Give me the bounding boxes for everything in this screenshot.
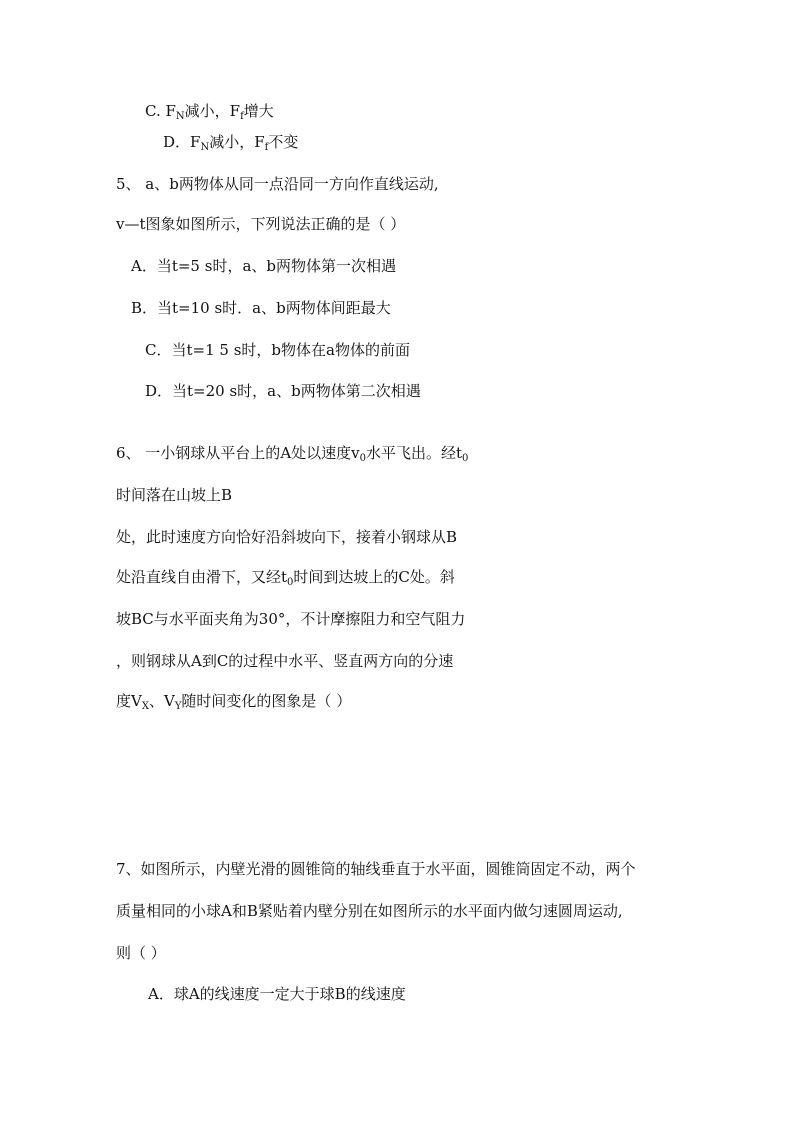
q4-option-d-text: $F_N$减小，$F_f$不变 bbox=[190, 133, 299, 153]
q5-option-c: C．当t=1 5 s时，b物体在a物体的前面 bbox=[145, 341, 410, 359]
q6-line4: 处沿直线自由滑下，又经$t_0$时间到达坡上的C处。斜 bbox=[116, 568, 455, 588]
q7-line2: 质量相同的小球A和B紧贴着内壁分别在如图所示的水平面内做匀速圆周运动, bbox=[116, 902, 623, 920]
q6-line1: 6、 一小钢球从平台上的A处以速度$v_0$水平飞出。经$t_0$ bbox=[116, 444, 469, 464]
q6-line3: 处，此时速度方向恰好沿斜坡向下，接着小钢球从B bbox=[116, 528, 458, 546]
q7-line1: 7、如图所示，内壁光滑的圆锥筒的轴线垂直于水平面，圆锥筒固定不动，两个 bbox=[116, 860, 636, 878]
q5-stem-line1: 5、 a、b两物体从同一点沿同一方向作直线运动, bbox=[116, 175, 439, 193]
q4-option-d-label: D． bbox=[163, 133, 191, 151]
q5-stem-line2: v—t图象如图所示，下列说法正确的是（ ） bbox=[116, 215, 406, 233]
q6-line6: ，则钢球从A到C的过程中水平、竖直两方向的分速 bbox=[116, 652, 454, 670]
q4-option-d bbox=[163, 132, 298, 152]
q6-line5: 坡BC与水平面夹角为30°，不计摩擦阻力和空气阻力 bbox=[116, 610, 466, 628]
q4-option-c-label: C. bbox=[145, 102, 161, 120]
q4-option-c-text: $F_N$减小，$F_f$增大 bbox=[165, 102, 274, 122]
q4-option-c bbox=[145, 101, 274, 121]
q6-line2: 时间落在山坡上B bbox=[116, 486, 233, 504]
q7-option-a: A．球A的线速度一定大于球B的线速度 bbox=[148, 985, 406, 1003]
q5-option-b: B．当t=10 s时．a、b两物体间距最大 bbox=[131, 299, 391, 317]
q7-line3: 则（ ） bbox=[116, 944, 166, 962]
q5-option-a: A．当t=5 s时，a、b两物体第一次相遇 bbox=[131, 257, 396, 275]
q5-option-d: D．当t=20 s时，a、b两物体第二次相遇 bbox=[145, 382, 421, 400]
q6-line7: 度$V_X$、$V_Y$随时间变化的图象是（ ） bbox=[116, 692, 352, 712]
